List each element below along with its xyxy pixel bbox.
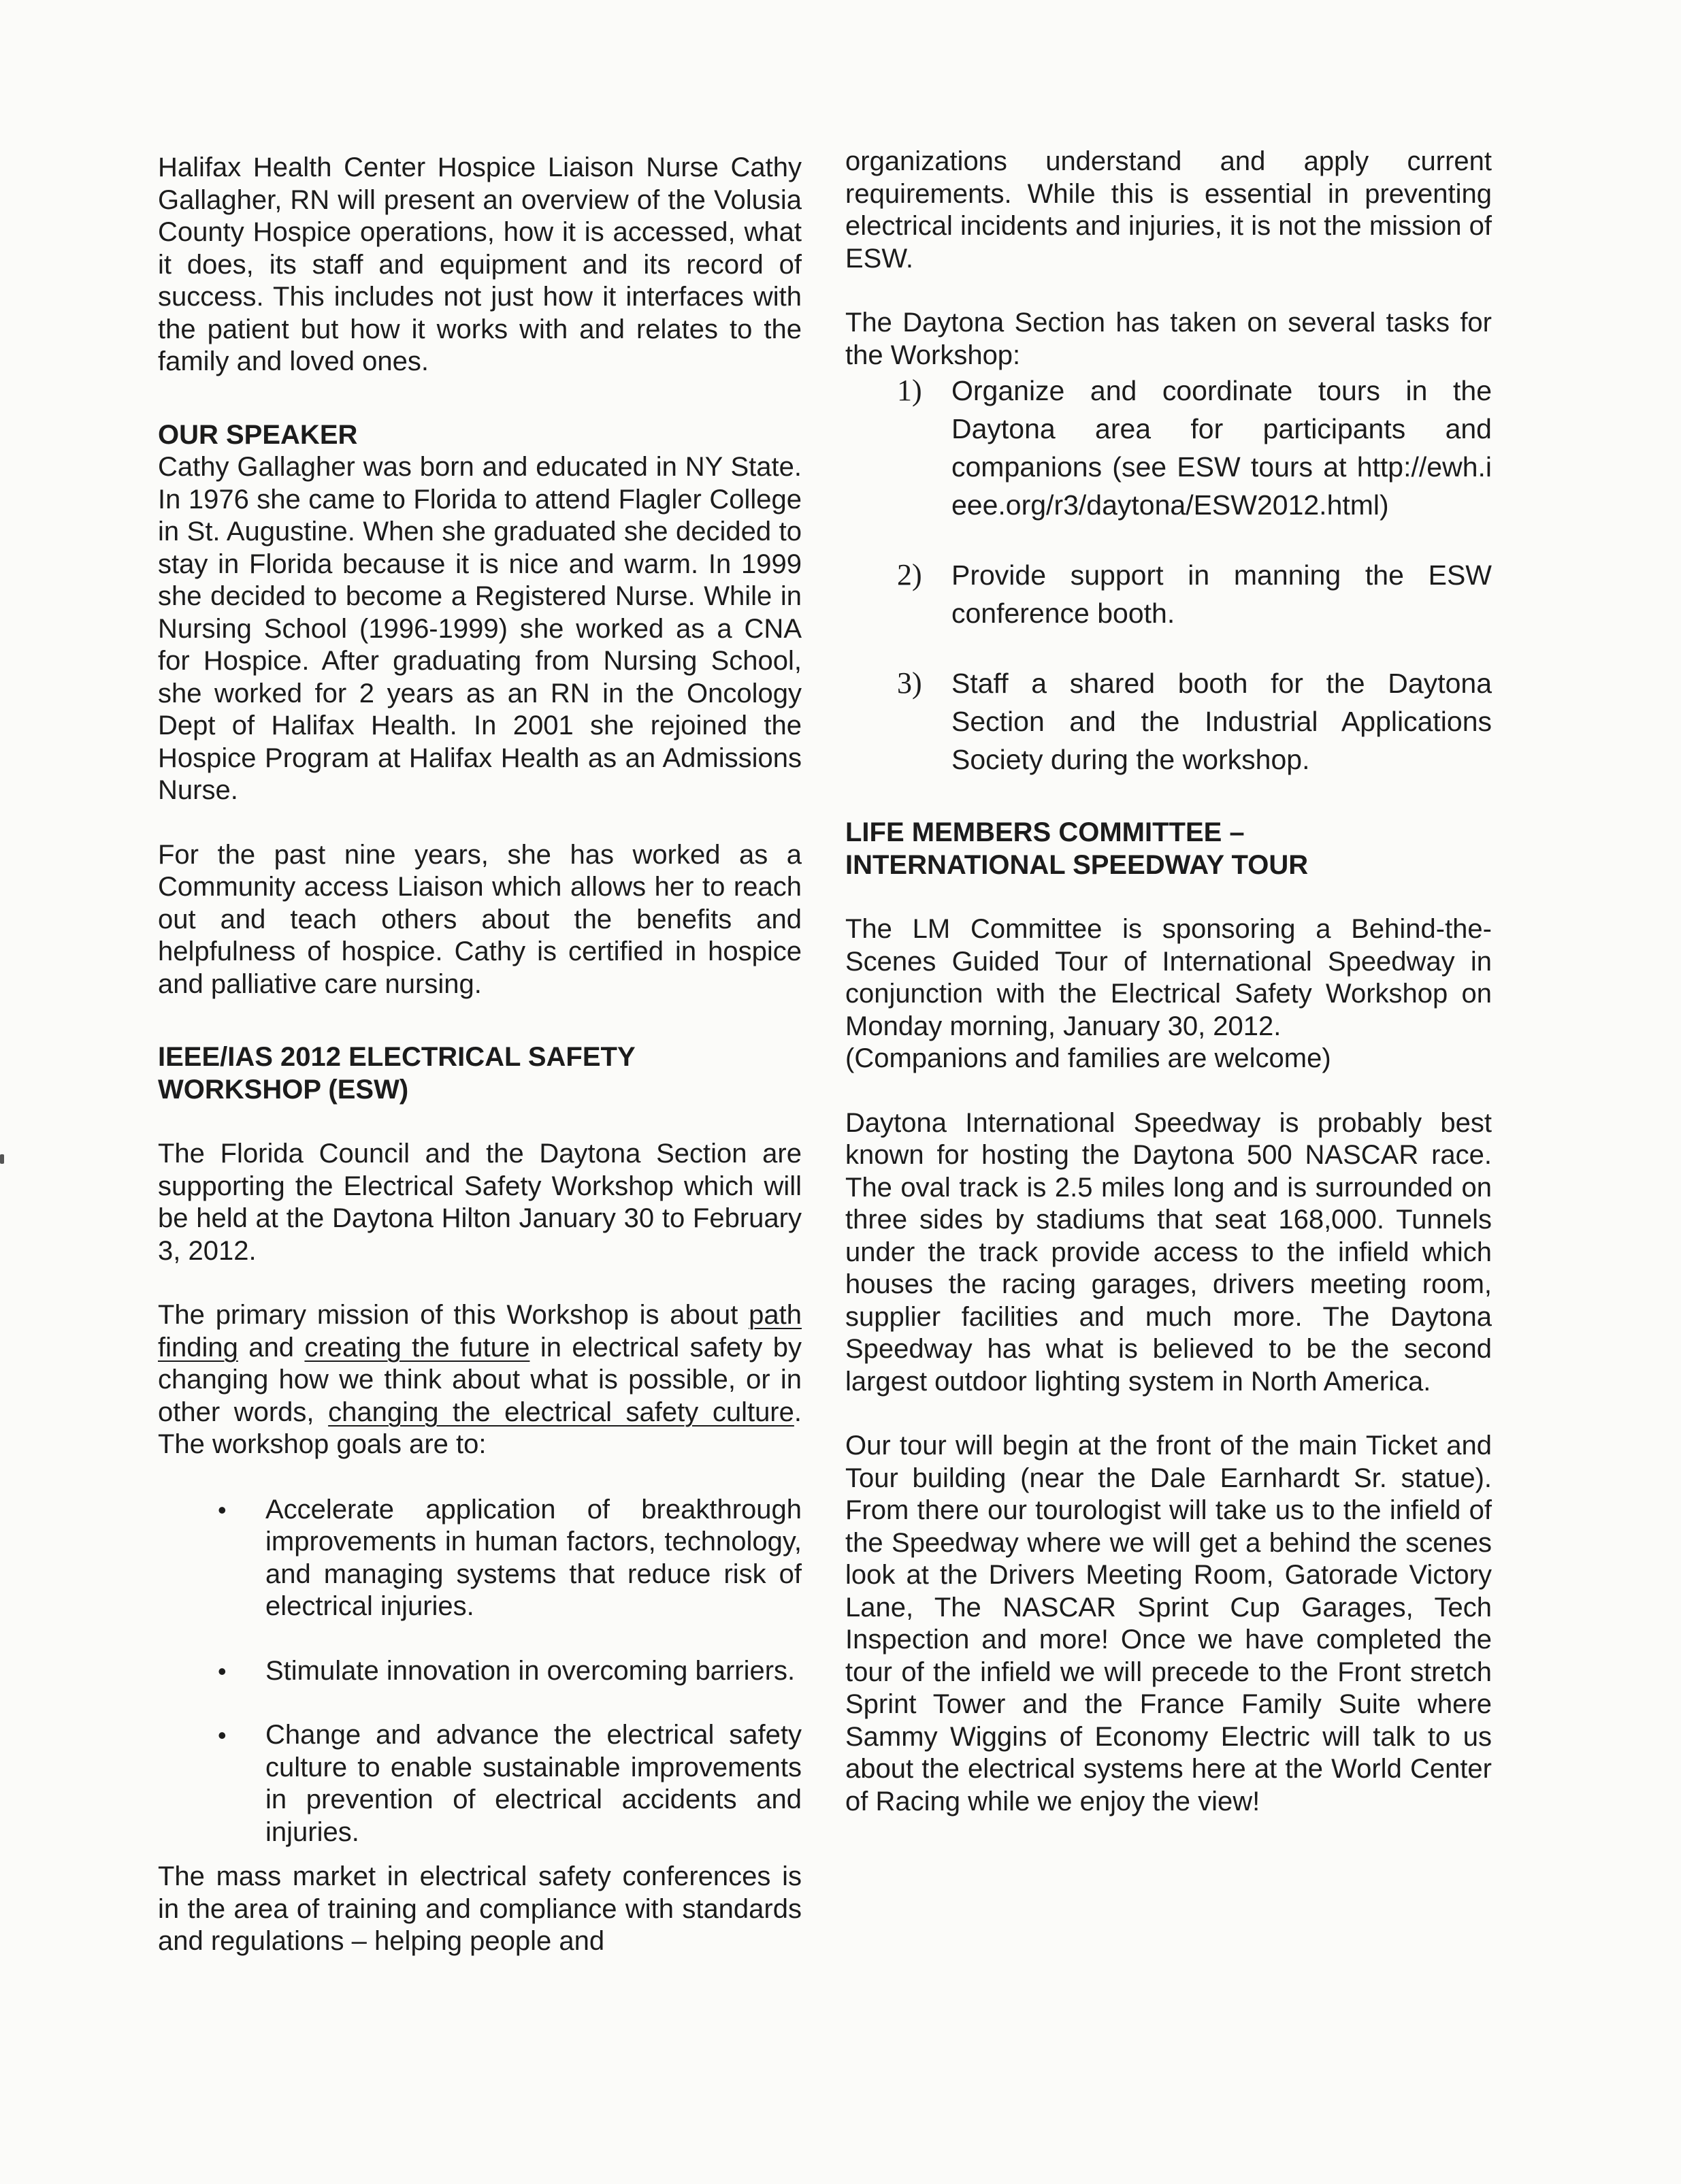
goal-text: Change and advance the electrical safety culture to enable sustainable improvements in prevention of electrical accidents and injuries. [265, 1720, 802, 1847]
mission-text-2: and [238, 1332, 305, 1363]
task-number: 2) [897, 558, 922, 591]
lm-heading [845, 817, 1492, 881]
bullet-icon: • [218, 1721, 227, 1749]
left-column [158, 152, 802, 1958]
esw-intro-paragraph: The Florida Council and the Daytona Section are supporting the Electrical Safety Workshop which will be held at the Daytona Hilton January 30 to February 3, 2012. [158, 1139, 802, 1266]
mission-underline-safety-culture: changing the electrical safety culture [328, 1397, 794, 1427]
esw-heading-line-1: IEEE/IAS 2012 ELECTRICAL SAFETY [158, 1042, 636, 1072]
task-text: Organize and coordinate tours in the Daytona area for participants and companions (see ESW tours at [951, 375, 1492, 483]
task-list-item [845, 664, 1492, 779]
goal-text: Stimulate innovation in overcoming barriers. [265, 1655, 796, 1686]
tasks-list [845, 372, 1492, 779]
goal-text: Accelerate application of breakthrough improvements in human factors, technology, and managing systems that reduce risk of electrical injuries. [265, 1494, 802, 1621]
scan-edge-mark [0, 1154, 4, 1164]
task-list-item [845, 372, 1492, 524]
esw-heading-line-2: WORKSHOP (ESW) [158, 1074, 409, 1105]
lm-heading-line-1: LIFE MEMBERS COMMITTEE – [845, 817, 1245, 847]
mass-market-paragraph: The mass market in electrical safety conferences is in the area of training and compliance with standards and regulations – helping people and [158, 1861, 802, 1956]
hospice-intro-paragraph: Halifax Health Center Hospice Liaison Nurse Cathy Gallagher, RN will present an overview of the Volusia County Hospice operations, how it is accessed, what it does, its staff and equipment and its record of success. This includes not just how it interfaces with the patient but how it works with and relates to the family and loved ones. [158, 152, 802, 376]
mission-underline-path-finding: path finding [158, 1300, 802, 1363]
mission-text-3: in electrical safety by changing how we think about what is possible, or in other words, [158, 1332, 802, 1427]
speedway-paragraph: Daytona International Speedway is probably best known for hosting the Daytona 500 NASCAR race. The oval track is 2.5 miles long and is surrounded on three sides by stadiums that seat 168,000. Tunnels under the track provide access to the infield which houses the racing garages, drivers meeting room, supplier facilities and much more. The Daytona Speedway has what is believed to be the second largest outdoor lighting system in North America. [845, 1107, 1492, 1397]
our-speaker-heading: OUR SPEAKER [158, 419, 358, 450]
workshop-goals-list [158, 1494, 802, 1849]
esw-tours-link[interactable]: http://ewh.ieee.org/r3/daytona/ESW2012.html) [951, 451, 1492, 521]
speaker-bio-paragraph-2: For the past nine years, she has worked as a Community access Liaison which allows her to reach out and teach others about the benefits and helpfulness of hospice. Cathy is certified in hospice and palliative care nursing. [158, 839, 802, 999]
right-column [845, 146, 1492, 1818]
lm-intro-paragraph: The LM Committee is sponsoring a Behind-the-Scenes Guided Tour of International Speedway in conjunction with the Electrical Safety Workshop on Monday morning, January 30, 2012. [845, 914, 1492, 1041]
lm-heading-line-2: INTERNATIONAL SPEEDWAY TOUR [845, 849, 1309, 880]
task-text: Staff a shared booth for the Daytona Section and the Industrial Applications Society during the workshop. [951, 668, 1492, 775]
tasks-intro-paragraph: The Daytona Section has taken on several tasks for the Workshop: [845, 308, 1492, 370]
task-number: 1) [897, 374, 922, 407]
esw-continuation-paragraph: organizations understand and apply current requirements. While this is essential in preventing electrical incidents and injuries, it is not the mission of ESW. [845, 146, 1492, 274]
mission-text-1: The primary mission of this Workshop is about [158, 1300, 749, 1330]
bullet-icon: • [218, 1657, 227, 1685]
mission-text-4: . The workshop goals are to: [158, 1397, 802, 1459]
speaker-bio-paragraph: Cathy Gallagher was born and educated in NY State. In 1976 she came to Florida to attend Flagler College in St. Augustine. When she graduated she decided to stay in Florida because it is nice and warm. In 1999 she decided to become a Registered Nurse. While in Nursing School (1996-1999) she worked as a CNA for Hospice. After graduating from Nursing School, she worked for 2 years as an RN in the Oncology Dept of Halifax Health. In 2001 she rejoined the Hospice Program at Halifax Health as an Admissions Nurse. [158, 452, 802, 805]
mission-underline-creating-future: creating the future [304, 1332, 530, 1363]
lm-companions-note: (Companions and families are welcome) [845, 1043, 1331, 1073]
task-number: 3) [897, 666, 922, 700]
goal-list-item [158, 1719, 802, 1848]
goal-list-item [158, 1655, 802, 1688]
goal-list-item [158, 1494, 802, 1623]
tour-paragraph: Our tour will begin at the front of the main Ticket and Tour building (near the Dale Earnhardt Sr. statue). From there our tourologist will take us to the infield of the Speedway where we will get a behind the scenes look at the Drivers Meeting Room, Gatorade Victory Lane, The NASCAR Sprint Cup Garages, Tech Inspection and more! Once we have completed the tour of the infield we will precede to the Front stretch Sprint Tower and the France Family Suite where Sammy Wiggins of Economy Electric will talk to us about the electrical systems here at the World Center of Racing while we enjoy the view! [845, 1431, 1492, 1816]
mission-paragraph [158, 1299, 802, 1461]
bullet-icon: • [218, 1495, 227, 1524]
task-text: Provide support in manning the ESW conference booth. [951, 559, 1492, 629]
esw-heading [158, 1041, 802, 1106]
task-list-item [845, 556, 1492, 632]
